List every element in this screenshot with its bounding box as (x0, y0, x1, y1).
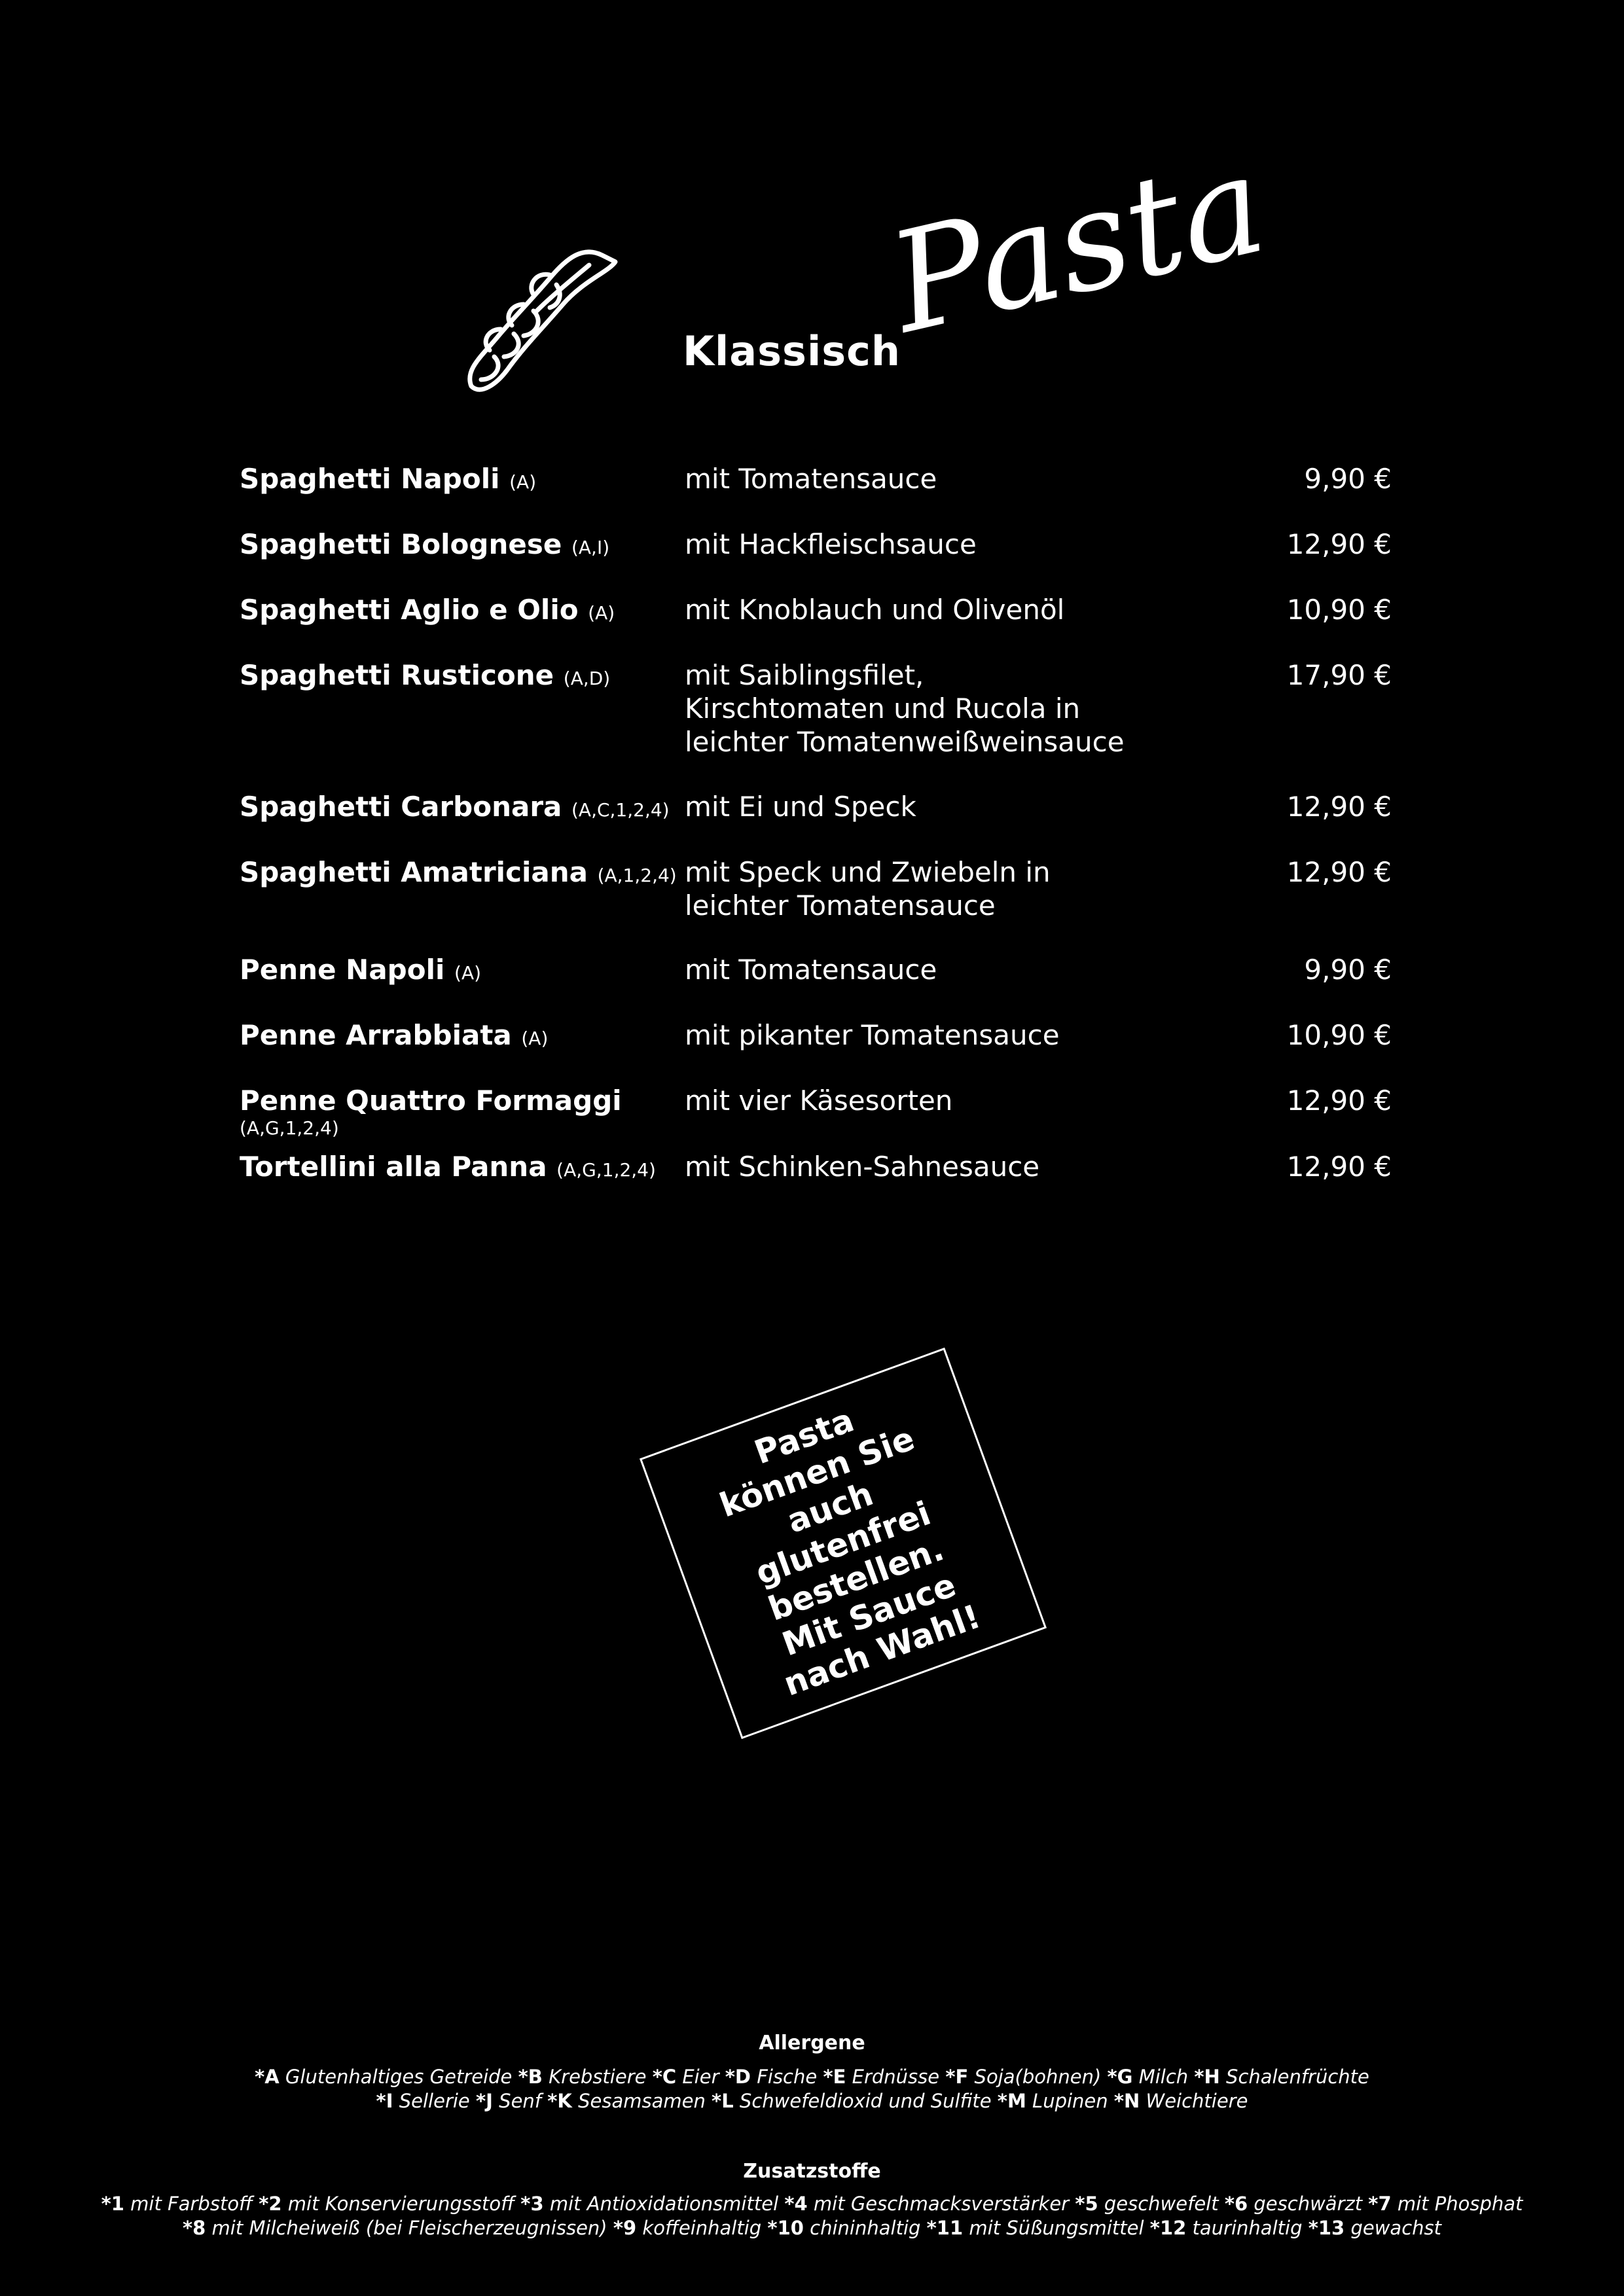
footnote-text: geschwefelt (1098, 2193, 1225, 2215)
additives-title: Zusatzstoffe (743, 2160, 881, 2183)
menu-item-price: 10,90 € (1286, 594, 1392, 626)
menu-item-price: 12,90 € (1286, 528, 1392, 560)
footnote-text: Schwefeldioxid und Sulfite (733, 2090, 998, 2112)
menu-item-price: 12,90 € (1286, 1151, 1392, 1183)
menu-item-allergens: (A) (509, 471, 537, 493)
menu-item-description: mit Ei und Speck (685, 791, 916, 823)
footnote-code: *K (547, 2090, 572, 2112)
header-title: Pasta (876, 123, 1279, 365)
footnote-text: mit Geschmacksverstärker (807, 2193, 1075, 2215)
header-kicker: Klassisch (683, 327, 901, 375)
footnote-text: mit Antioxidationsmittel (543, 2193, 785, 2215)
allergens-line-1 (0, 2066, 1624, 2088)
footnote-code: *F (945, 2066, 969, 2088)
footnote-text: mit Phosphat (1391, 2193, 1523, 2215)
footnote-text: mit Farbstoff (124, 2193, 259, 2215)
additives-line-2 (0, 2217, 1624, 2239)
footnote-code: *B (518, 2066, 543, 2088)
menu-item-name: Penne Arrabbiata (A) (240, 1019, 549, 1051)
footnote-code: *13 (1308, 2217, 1345, 2239)
menu-item-description: mit Hackfleischsauce (685, 528, 977, 560)
menu-item-allergens: (A,G,1,2,4) (556, 1159, 656, 1181)
menu-item-description: mit Tomatensauce (685, 954, 937, 986)
footnote-text: mit Konservierungsstoff (281, 2193, 521, 2215)
footnote-code: *G (1107, 2066, 1133, 2088)
footnote-text: Milch (1132, 2066, 1195, 2088)
menu-item-price: 12,90 € (1286, 1085, 1392, 1117)
menu-item-allergens: (A,G,1,2,4) (240, 1117, 339, 1139)
menu-item-description: mit pikanter Tomatensauce (685, 1019, 1060, 1051)
footnote-code: *12 (1149, 2217, 1187, 2239)
menu-item-price: 12,90 € (1286, 791, 1392, 823)
menu-item-allergens: (A) (588, 602, 615, 624)
footnote-text: Erdnüsse (846, 2066, 946, 2088)
footnote-text: Fische (750, 2066, 823, 2088)
footnote-text: Glutenhaltiges Getreide (279, 2066, 518, 2088)
footnote-code: *C (652, 2066, 677, 2088)
menu-item-allergens: (A,C,1,2,4) (571, 799, 670, 821)
menu-item-name: Spaghetti Napoli (A) (240, 463, 537, 495)
footnote-code: *5 (1075, 2193, 1098, 2215)
footnote-code: *M (997, 2090, 1026, 2112)
menu-item-price: 12,90 € (1286, 856, 1392, 888)
footnote-code: *9 (613, 2217, 637, 2239)
menu-item-price: 17,90 € (1286, 659, 1392, 691)
menu-item-allergens: (A) (454, 962, 482, 984)
menu-item-price: 10,90 € (1286, 1019, 1392, 1051)
menu-item-price: 9,90 € (1304, 463, 1392, 495)
menu-item-description: mit Saiblingsfilet, Kirschtomaten und Rucola in leichter Tomatenweißweinsauce (685, 659, 1125, 758)
menu-item-description: mit vier Käsesorten (685, 1085, 953, 1117)
menu-item-description: mit Tomatensauce (685, 463, 937, 495)
footnote-text: Eier (676, 2066, 725, 2088)
footnote-code: *1 (101, 2193, 124, 2215)
footnote-text: chininhaltig (803, 2217, 927, 2239)
footnote-text: Schalenfrüchte (1219, 2066, 1369, 2088)
footnote-text: Senf (492, 2090, 548, 2112)
footnote-text: Krebstiere (542, 2066, 653, 2088)
footnote-code: *L (712, 2090, 734, 2112)
footnote-text: mit Milcheiweiß (bei Fleischerzeugnissen) (206, 2217, 613, 2239)
menu-item-name: Spaghetti Carbonara (A,C,1,2,4) (240, 791, 670, 823)
pasta-icon (452, 245, 622, 396)
menu-item-name: Spaghetti Bolognese (A,I) (240, 528, 610, 560)
footnote-code: *H (1194, 2066, 1220, 2088)
footnote-code: *6 (1224, 2193, 1248, 2215)
menu-item-allergens: (A,1,2,4) (597, 865, 677, 886)
footnote-text: Soja(bohnen) (968, 2066, 1108, 2088)
footnote-code: *3 (520, 2193, 544, 2215)
allergens-line-2 (0, 2090, 1624, 2112)
menu-item-name: Tortellini alla Panna (A,G,1,2,4) (240, 1151, 656, 1183)
menu-item-name: Spaghetti Aglio e Olio (A) (240, 594, 615, 626)
footnote-code: *D (725, 2066, 751, 2088)
footnote-text: gewachst (1344, 2217, 1441, 2239)
footnote-code: *2 (259, 2193, 282, 2215)
menu-item-description: mit Knoblauch und Olivenöl (685, 594, 1065, 626)
allergens-title: Allergene (759, 2032, 865, 2054)
footnote-text: geschwärzt (1248, 2193, 1369, 2215)
menu-item-name: Penne Quattro Formaggi (240, 1085, 622, 1117)
footnote-text: Weichtiere (1140, 2090, 1248, 2112)
footnote-text: mit Süßungsmittel (963, 2217, 1150, 2239)
menu-item-price: 9,90 € (1304, 954, 1392, 986)
gluten-free-note-text: Pasta können Sie auch glutenfrei bestellen. Mit Sauce nach Wahl! (715, 1401, 986, 1704)
menu-item-name: Penne Napoli (A) (240, 954, 482, 986)
menu-item-allergens: (A) (521, 1028, 549, 1049)
footnote-code: *E (823, 2066, 846, 2088)
footnote-code: *4 (784, 2193, 808, 2215)
menu-item-name: Spaghetti Amatriciana (A,1,2,4) (240, 856, 677, 888)
footnote-code: *10 (767, 2217, 804, 2239)
footnote-code: *J (475, 2090, 493, 2112)
menu-item-allergens: (A,I) (571, 537, 610, 558)
menu-item-description: mit Speck und Zwiebeln in leichter Tomatensauce (685, 856, 1051, 922)
footnote-code: *8 (182, 2217, 206, 2239)
footnote-text: Sellerie (393, 2090, 476, 2112)
menu-item-allergens: (A,D) (563, 668, 611, 689)
gluten-free-note (640, 1348, 1047, 1739)
footnote-code: *A (255, 2066, 280, 2088)
footnote-text: taurinhaltig (1186, 2217, 1308, 2239)
menu-item-description: mit Schinken-Sahnesauce (685, 1151, 1040, 1183)
menu-item-name: Spaghetti Rusticone (A,D) (240, 659, 611, 691)
footnote-code: *7 (1368, 2193, 1392, 2215)
additives-line-1 (0, 2193, 1624, 2215)
footnote-code: *11 (926, 2217, 964, 2239)
footnote-text: Sesamsamen (571, 2090, 712, 2112)
footnote-text: koffeinhaltig (636, 2217, 768, 2239)
footnote-code: *I (376, 2090, 393, 2112)
footnote-code: *N (1113, 2090, 1140, 2112)
footnote-text: Lupinen (1026, 2090, 1114, 2112)
